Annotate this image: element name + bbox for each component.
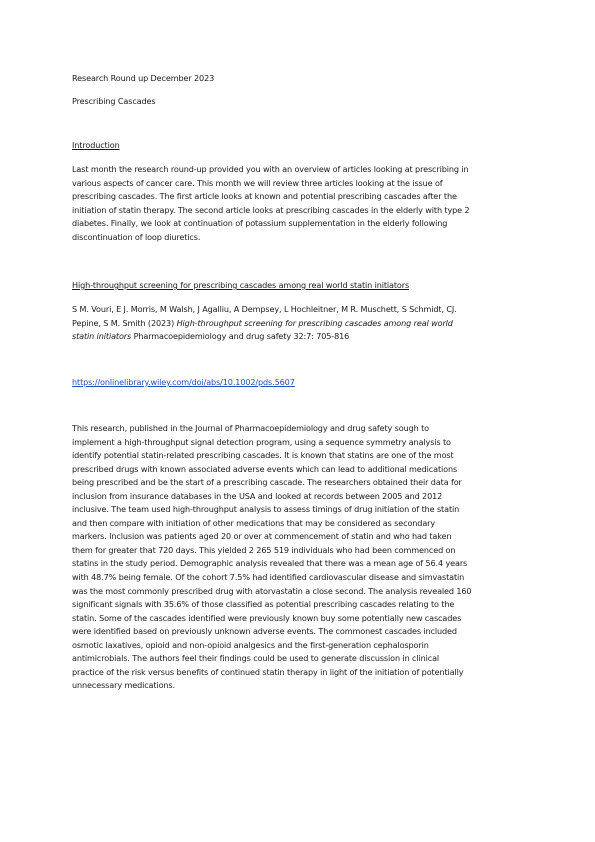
paragraph-line: statins in the study period. Demographic analysis revealed that there was a mean age of 56.4 years bbox=[72, 558, 468, 569]
paragraph-line: and then compare with initiation of other medications that may be considered as secondary bbox=[72, 517, 436, 528]
article-summary-paragraph bbox=[72, 422, 471, 693]
paragraph-line: significant signals with 35.6% of those classified as potential prescribing cascades relating to the bbox=[72, 599, 455, 610]
introduction-heading: Introduction bbox=[72, 140, 120, 150]
paragraph-line: with 48.7% being female. Of the cohort 7.5% had identified cardiovascular disease and simvastatin bbox=[72, 572, 465, 583]
paragraph-line: being prescribed and be the start of a prescribing cascade. The researchers obtained their data for bbox=[72, 477, 462, 488]
paragraph-line: unnecessary medications. bbox=[72, 680, 175, 691]
document-title: Research Round up December 2023 bbox=[72, 73, 215, 83]
paragraph-line: discontinuation of loop diuretics. bbox=[72, 231, 201, 242]
article-link[interactable]: https://onlinelibrary.wiley.com/doi/abs/10.1002/pds.5607 bbox=[72, 377, 295, 387]
paragraph-line: prescribed drugs with known associated adverse events which can lead to additional medications bbox=[72, 463, 458, 474]
article-citation: S M. Vouri, E J. Morris, M Walsh, J Agalliu, A Dempsey, L Hochleitner, M R. Muschett, S Schmidt, CJ. Pepine, S M. Smith (2023) High-throughput screening for prescribing cascades among real world statin initiators Pharmacoepidemiology and drug safety 32:7: 705-816 bbox=[72, 304, 457, 342]
paragraph-line: Last month the research round-up provided you with an overview of articles looking at prescribing in bbox=[72, 164, 469, 174]
paragraph-line: diabetes. Finally, we look at continuation of potassium supplementation in the elderly following bbox=[72, 218, 448, 229]
paragraph-line: various aspects of cancer care. This month we will review three articles looking at the issue of bbox=[72, 177, 443, 188]
paragraph-line: initiation of statin therapy. The second article looks at prescribing cascades in the elderly with type 2 bbox=[72, 204, 470, 215]
paragraph-line: This research, published in the Journal of Pharmacoepidemiology and drug safety sough to bbox=[72, 423, 429, 433]
paragraph-line: identify potential statin-related prescribing cascades. It is known that statins are one of the most bbox=[72, 450, 454, 461]
paragraph-line: inclusion from insurance databases in the USA and looked at records between 2005 and 2012 bbox=[72, 490, 443, 501]
paragraph-line: implement a high-throughput signal detection program, using a sequence symmetry analysis to bbox=[72, 436, 451, 447]
paragraph-line: osmotic laxatives, opioid and non-opioid analgesics and the first-generation cephalosporin bbox=[72, 639, 429, 650]
introduction-paragraph bbox=[72, 163, 470, 244]
paragraph-line: inclusive. The team used high-throughput analysis to assess timings of drug initiation of the statin bbox=[72, 504, 460, 515]
paragraph-line: prescribing cascades. The first article looks at known and potential prescribing cascades after the bbox=[72, 191, 457, 202]
paragraph-line: statin. Some of the cascades identified were previously known buy some potentially new cascades bbox=[72, 612, 462, 623]
paragraph-line: was the most commonly prescribed drug with atorvastatin a close second. The analysis revealed 160 bbox=[72, 585, 472, 596]
document-subtitle: Prescribing Cascades bbox=[72, 96, 156, 106]
paragraph-line: antimicrobials. The authors feel their findings could be used to generate discussion in clinical bbox=[72, 653, 440, 664]
paragraph-line: markers. Inclusion was patients aged 20 or over at commencement of statin and who had taken bbox=[72, 531, 452, 542]
article-heading: High-throughput screening for prescribing cascades among real world statin initiators bbox=[72, 280, 410, 290]
paragraph-line: practice of the risk versus benefits of continued statin therapy in light of the initiation of potentially bbox=[72, 666, 464, 677]
paragraph-line: them for greater that 720 days. This yielded 2 265 519 individuals who had been commenced on bbox=[72, 544, 456, 555]
paragraph-line: were identified based on previously unknown adverse events. The commonest cascades included bbox=[72, 626, 457, 637]
